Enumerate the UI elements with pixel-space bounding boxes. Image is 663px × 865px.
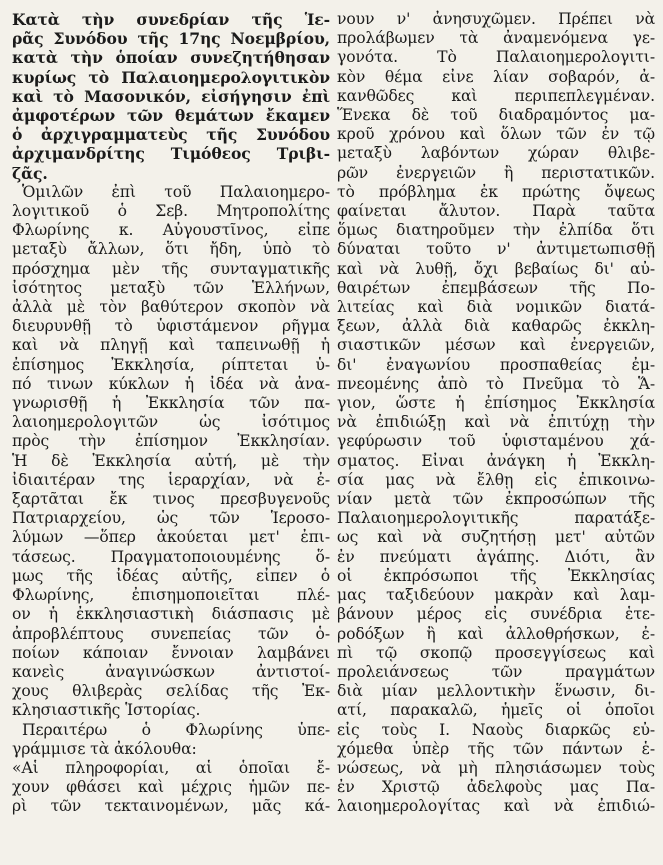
- text-line: ἀπροβλέπτους συνεπείας τῶν ὁ-: [12, 624, 330, 643]
- text-line: ποίων κάποιαν ἔννοιαν λαμβάνει: [12, 643, 330, 662]
- text-line: πρόσχημα μὲν τῆς συνταγματικῆς: [12, 259, 330, 278]
- text-line: φαίνεται ἄλυτον. Παρὰ ταῦτα: [337, 202, 655, 221]
- text-line: διὰ μίαν μελλοντικὴν ἕνωσιν, δι-: [337, 682, 655, 701]
- text-line: Φλωρίνης κ. Αὐγουστῖνος, εἶπε: [12, 221, 330, 240]
- text-line: νὰ ἐπιδιώξῃ καὶ νὰ ἐπιτύχῃ τὴν: [337, 413, 655, 432]
- text-line: σία μας νὰ ἔλθῃ εἰς ἐπικοινω-: [337, 470, 655, 489]
- text-line: σματος. Εἶναι ἀνάγκη ἡ Ἐκκλη-: [337, 451, 655, 470]
- text-line: κὸν θέμα εἶνε λίαν σοβαρόν, ἀ-: [337, 67, 655, 86]
- text-line: οἱ ἐκπρόσωποι τῆς Ἐκκλησίας: [337, 566, 655, 585]
- text-line: σιαστικῶν μέσων καὶ ἐνεργειῶν,: [337, 336, 655, 355]
- text-line: ζᾶς.: [12, 163, 48, 183]
- text-line: πνεομένης ἀπὸ τὸ Πνεῦμα τὸ Ἅ-: [337, 374, 655, 393]
- text-line: γονότα. Τὸ Παλαιοημερολογιτι-: [337, 48, 655, 67]
- text-line: Φλωρίνης, ἐπισημοποιεῖται πλέ-: [12, 586, 330, 605]
- text-line: γράμμισε τὰ ἀκόλουθα:: [12, 739, 197, 758]
- text-line: ροδόξων ἢ καὶ ἀλλοθρήσκων, ἐ-: [337, 624, 655, 643]
- text-line: κλησιαστικῆς Ἱστορίας.: [12, 701, 201, 720]
- text-line: Πατριαρχείου, ὡς τῶν Ἱεροσο-: [12, 509, 330, 528]
- text-line: εἰς τοὺς Ι. Ναοὺς διαρκῶς εὐ-: [337, 720, 655, 739]
- text-line: ρῶν ἐνεργειῶν ἢ περιστατικῶν.: [337, 163, 655, 182]
- text-line: ξεων, ἀλλὰ διὰ καθαρῶς ἐκκλη-: [337, 317, 655, 336]
- text-line: τὸ πρόβλημα ἐκ πρώτης ὄψεως: [337, 182, 655, 201]
- text-line: λαιοημερολογιτῶν ὡς ἰσότιμος: [12, 413, 330, 432]
- text-line: θαιρέτων ἐπεμβάσεων τῆς Πο-: [337, 278, 655, 297]
- text-line: διευρυνθῇ τὸ ὑφιστάμενον ρῆγμα: [12, 317, 330, 336]
- text-line: ρᾶς Συνόδου τῆς 17ης Νοεμβρίου,: [12, 29, 330, 49]
- text-line: δι' ἐναγωνίου προσπαθείας ἐμ-: [337, 355, 655, 374]
- text-line: πρὸς τὴν ἐπίσημον Ἐκκλησίαν.: [12, 432, 330, 451]
- text-line: ατί, παρακαλῶ, ἡμεῖς οἱ ὁποῖοι: [337, 701, 655, 720]
- text-line: ὁ ἀρχιγραμματεὺς τῆς Συνόδου: [12, 125, 330, 145]
- text-line: γιον, ὥστε ἡ ἐπίσημος Ἐκκλησία: [337, 394, 655, 413]
- text-line: γνωρισθῇ ἡ Ἐκκλησία τῶν πα-: [12, 394, 330, 413]
- text-line: πό τινων κύκλων ἡ ἰδέα νὰ ἀνα-: [12, 374, 330, 393]
- text-line: καὶ νὰ λυθῇ, ὄχι βεβαίως δι' αὐ-: [337, 259, 655, 278]
- text-line: ὅμως διατηροῦμεν τὴν ἐλπίδα ὅτι: [337, 221, 655, 240]
- text-line: βάνουν μέρος εἰς συνέδρια ἑτε-: [337, 605, 655, 624]
- text-line: κατὰ τὴν ὁποίαν συνεζητήθησαν: [12, 48, 330, 68]
- text-line: Περαιτέρω ὁ Φλωρίνης ὑπε-: [22, 720, 330, 739]
- text-line: Παλαιοημερολογιτικῆς παρατάξε-: [337, 509, 655, 528]
- text-line: Κατὰ τὴν συνεδρίαν τῆς Ἱε-: [12, 10, 330, 29]
- text-line: λιτείας καὶ διὰ νομικῶν διατά-: [337, 298, 655, 317]
- text-line: νώσεως, νὰ μὴ πλησιάσωμεν τοὺς: [337, 758, 655, 777]
- text-line: δύναται τοῦτο ν' ἀντιμετωπισθῇ: [337, 240, 655, 259]
- text-line: μεταξὺ λαβόντων χώραν θλιβε-: [337, 144, 655, 163]
- text-line: μας ταξιδεύουν μακρὰν καὶ λαμ-: [337, 586, 655, 605]
- text-line: κυρίως τὸ Παλαιοημερολογιτικὸν: [12, 67, 330, 87]
- text-line: ἐν Χριστῷ ἀδελφοὺς μας Πα-: [337, 778, 655, 797]
- text-line: καὶ τὸ Μασονικόν, εἰσήγησιν ἐπὶ: [12, 86, 330, 106]
- text-line: καὶ νὰ πληγῇ καὶ ταπεινωθῇ ἡ: [12, 336, 330, 355]
- left-column: [12, 10, 330, 865]
- text-line: ἰσότητος μεταξὺ τῶν Ἑλλήνων,: [12, 278, 330, 297]
- text-line: ἀμφοτέρων τῶν θεμάτων ἔκαμεν: [12, 106, 330, 126]
- text-line: κροῦ χρόνου καὶ ὅλων τῶν ἐν τῷ: [337, 125, 655, 144]
- text-line: χόμεθα ὑπὲρ τῆς τῶν πάντων ἑ-: [337, 739, 655, 758]
- text-line: ἀρχιμανδρίτης Τιμόθεος Τριβι-: [12, 144, 330, 164]
- text-line: κανεὶς ἀναγινώσκων ἀντιστοί-: [12, 662, 330, 681]
- text-line: ἀλλὰ μὲ τὸν βαθύτερον σκοπὸν νὰ: [12, 298, 330, 317]
- text-line: μεταξὺ ἄλλων, ὅτι ἤδη, ὑπὸ τὸ: [12, 240, 330, 259]
- text-line: Ἡ δὲ Ἐκκλησία αὐτή, μὲ τὴν: [12, 451, 330, 470]
- text-line: ον ἡ ἐκκλησιαστικὴ διάσπασις μὲ: [12, 605, 330, 624]
- text-line: ἰδιαιτέραν της ἱεραρχίαν, νὰ ἐ-: [12, 470, 330, 489]
- text-line: πὶ τῷ σκοπῷ προσεγγίσεως καὶ: [337, 643, 655, 662]
- text-line: χους θλιβερὰς σελίδας τῆς Ἐκ-: [12, 682, 330, 701]
- right-column: [337, 10, 655, 865]
- text-line: χουν φθάσει καὶ μέχρις ἡμῶν πε-: [12, 778, 330, 797]
- text-line: ἐπίσημος Ἐκκλησία, ρίπτεται ὑ-: [12, 355, 330, 374]
- text-line: λογιτικοῦ ὁ Σεβ. Μητροπολίτης: [12, 202, 330, 221]
- text-line: ξαρτᾶται ἔκ τινος πρεσβυγενοῦς: [12, 490, 330, 509]
- text-line: νίαν μετὰ τῶν ἐκπροσώπων τῆς: [337, 490, 655, 509]
- text-line: Ὁμιλῶν ἐπὶ τοῦ Παλαιοημερο-: [22, 182, 330, 201]
- text-line: προλειάνσεως τῶν πραγμάτων: [337, 662, 655, 681]
- text-line: τάσεως. Πραγματοποιουμένης ὅ-: [12, 547, 330, 566]
- text-line: προλάβωμεν τὰ ἀναμενόμενα γε-: [337, 29, 655, 48]
- text-line: «Αἱ πληροφορίαι, αἱ ὁποῖαι ἔ-: [12, 758, 330, 777]
- text-line: λαιοημερολογίτας καὶ νὰ ἐπιδιώ-: [337, 797, 655, 816]
- text-line: λύμων —ὅπερ ἀκούεται μετ' ἐπι-: [12, 528, 330, 547]
- text-line: νουν ν' ἀνησυχῶμεν. Πρέπει νὰ: [337, 10, 655, 28]
- text-line: μως τῆς ἰδέας αὐτῆς, εἶπεν ὁ: [12, 566, 330, 585]
- text-line: γεφύρωσιν τοῦ ὑφισταμένου χά-: [337, 432, 655, 451]
- text-line: ως καὶ νὰ συζητήσῃ μετ' αὐτῶν: [337, 528, 655, 547]
- text-line: κανθῶδες καὶ περιπεπλεγμέναν.: [337, 86, 655, 105]
- text-line: Ἕνεκα δὲ τοῦ διαδραμόντος μα-: [337, 106, 655, 125]
- text-line: ἐν πνεύματι ἀγάπης. Διότι, ἂν: [337, 547, 655, 566]
- text-line: ρὶ τῶν τεκταινομένων, μᾶς κά-: [12, 797, 330, 816]
